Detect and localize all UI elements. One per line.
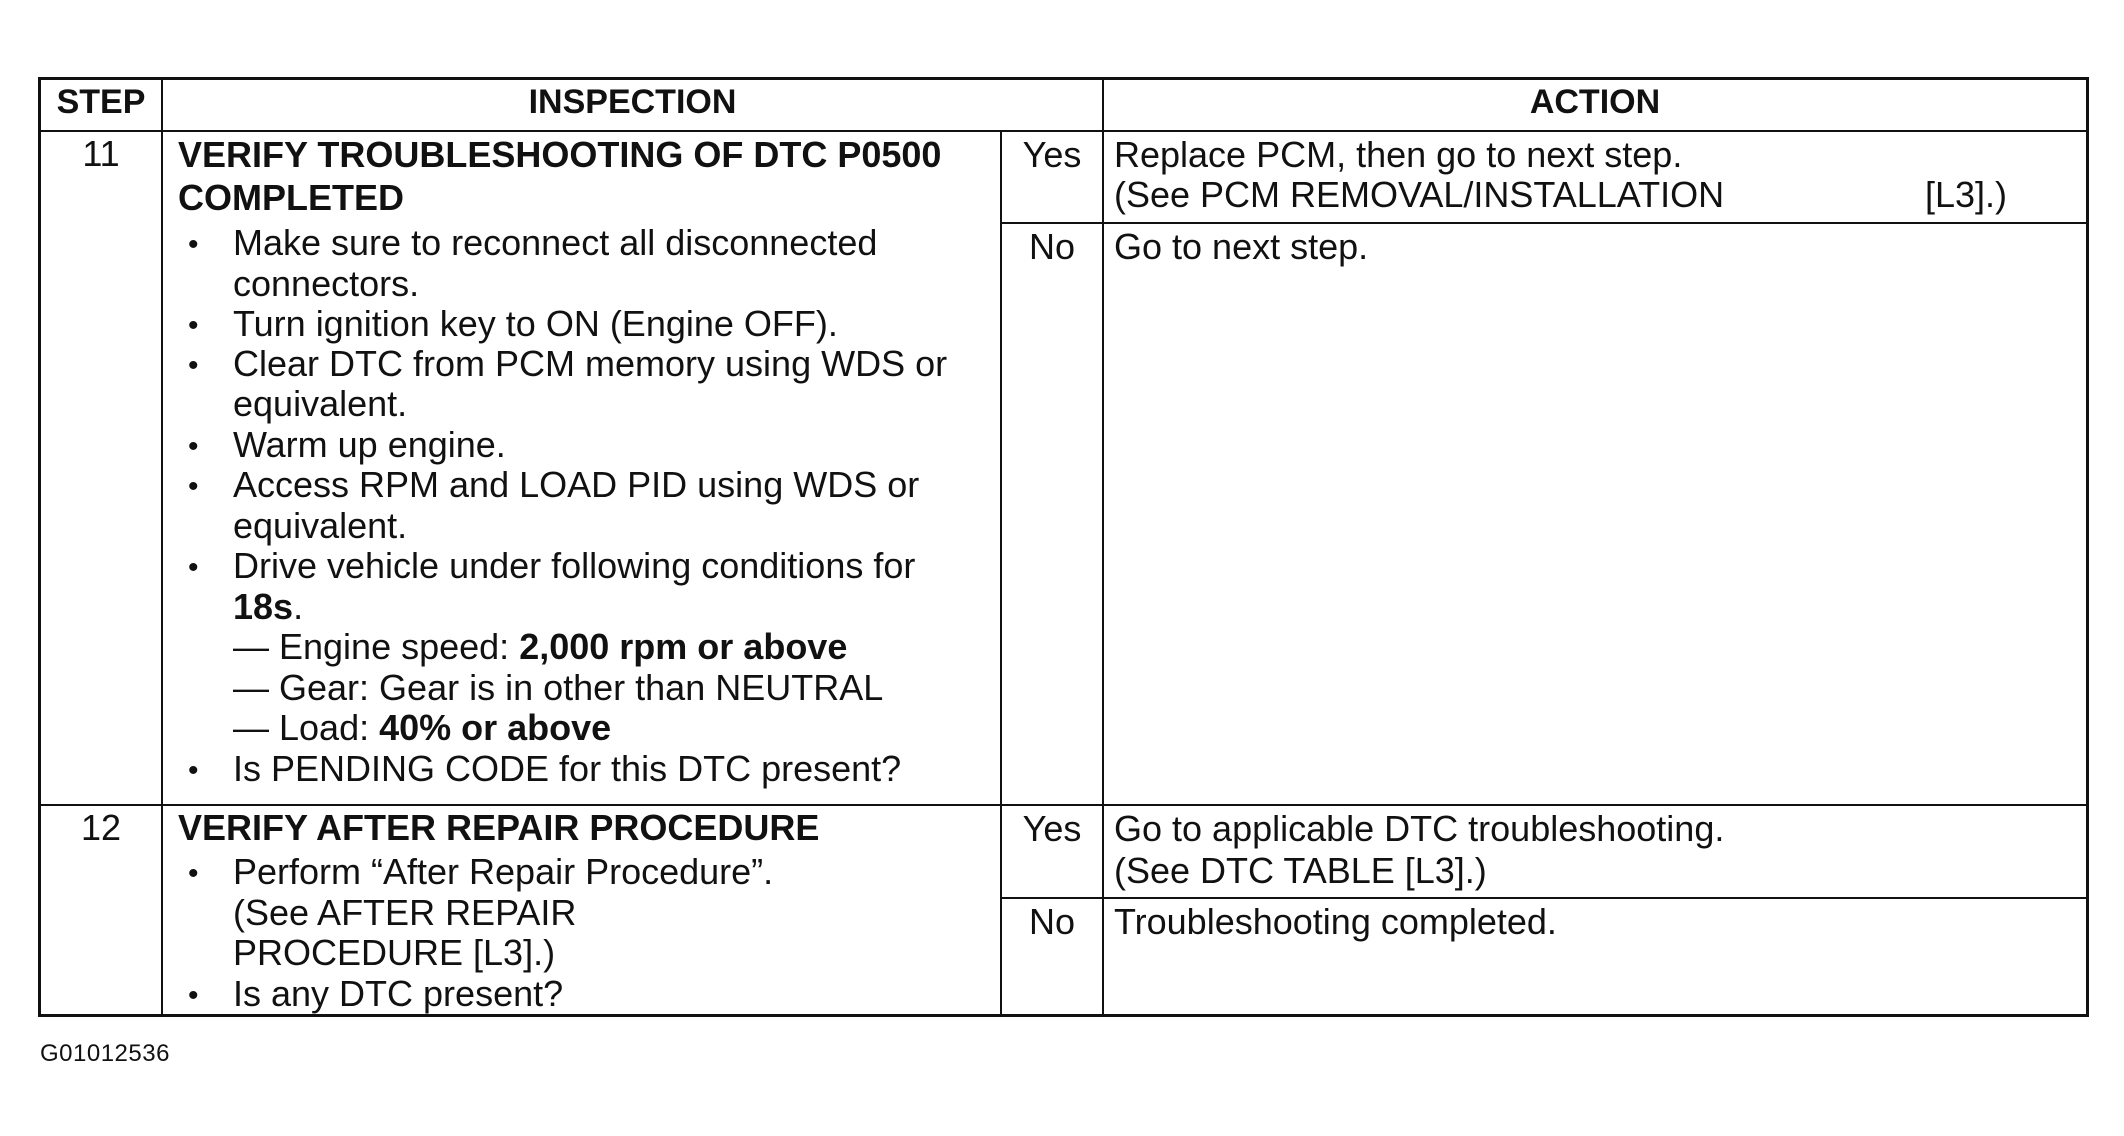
list-item: Access RPM and LOAD PID using WDS or (233, 464, 920, 505)
header-inspection: INSPECTION (528, 83, 737, 121)
list-item: PROCEDURE [L3].) (233, 932, 556, 973)
list-item: Perform “After Repair Procedure”. (233, 851, 774, 892)
no-label: No (1028, 901, 1076, 942)
header-step: STEP (56, 83, 146, 121)
yes-label: Yes (1022, 808, 1082, 849)
yes-no-divider (1000, 897, 2086, 899)
step-number: 11 (82, 133, 120, 174)
yes-label: Yes (1022, 134, 1082, 175)
bullet-icon: • (188, 857, 199, 890)
bullet-icon: • (188, 430, 199, 463)
bullet-icon: • (188, 551, 199, 584)
header-divider (41, 130, 2086, 132)
condition-line (233, 708, 611, 749)
step-number: 12 (80, 807, 122, 848)
list-item: equivalent. (233, 383, 408, 424)
list-item: Clear DTC from PCM memory using WDS or (233, 343, 948, 384)
yes-no-divider (1000, 222, 2086, 224)
yes-action: Replace PCM, then go to next step. (1114, 134, 1683, 175)
list-item: Turn ignition key to ON (Engine OFF). (233, 303, 838, 344)
condition-value: 2,000 rpm or above (519, 626, 848, 667)
bullet-icon: • (188, 309, 199, 342)
duration-line (233, 587, 303, 628)
condition-label: — Engine speed: (233, 626, 520, 667)
list-item: Make sure to reconnect all disconnected (233, 222, 878, 263)
yes-action: (See DTC TABLE [L3].) (1114, 850, 1487, 891)
condition-label: — Gear: Gear is in other than NEUTRAL (233, 667, 884, 708)
list-item: Is any DTC present? (233, 973, 564, 1014)
no-action: Troubleshooting completed. (1114, 901, 1557, 942)
header-action: ACTION (1529, 83, 1661, 121)
yes-action: Go to applicable DTC troubleshooting. (1114, 808, 1725, 849)
step-column-divider (161, 80, 163, 1014)
diagnostic-table (38, 77, 2089, 1017)
bullet-icon: • (188, 470, 199, 503)
inspection-title: VERIFY AFTER REPAIR PROCEDURE (178, 807, 820, 848)
condition-line (233, 668, 883, 709)
list-item: connectors. (233, 263, 420, 304)
inspection-title: COMPLETED (178, 177, 405, 218)
inspection-title: VERIFY TROUBLESHOOTING OF DTC P0500 (178, 134, 942, 175)
duration-suffix: . (293, 586, 304, 627)
bullet-icon: • (188, 979, 199, 1012)
bullet-icon: • (188, 754, 199, 787)
list-item: equivalent. (233, 505, 408, 546)
list-item: Drive vehicle under following conditions for (233, 545, 916, 586)
duration-value: 18s (233, 586, 294, 627)
bullet-icon: • (188, 349, 199, 382)
row-divider (41, 804, 2086, 806)
condition-line (233, 627, 847, 668)
no-action: Go to next step. (1114, 226, 1369, 267)
list-item: Warm up engine. (233, 424, 506, 465)
action-column-divider (1102, 80, 1104, 1014)
list-item: (See AFTER REPAIR (233, 892, 577, 933)
condition-label: — Load: (233, 707, 380, 748)
yes-action: (See PCM REMOVAL/INSTALLATION (1114, 174, 1725, 215)
figure-id: G01012536 (40, 1040, 170, 1067)
no-label: No (1028, 226, 1076, 267)
list-item: Is PENDING CODE for this DTC present? (233, 748, 902, 789)
yes-action-reference: [L3].) (1925, 174, 2008, 215)
bullet-icon: • (188, 228, 199, 261)
condition-value: 40% or above (379, 707, 612, 748)
